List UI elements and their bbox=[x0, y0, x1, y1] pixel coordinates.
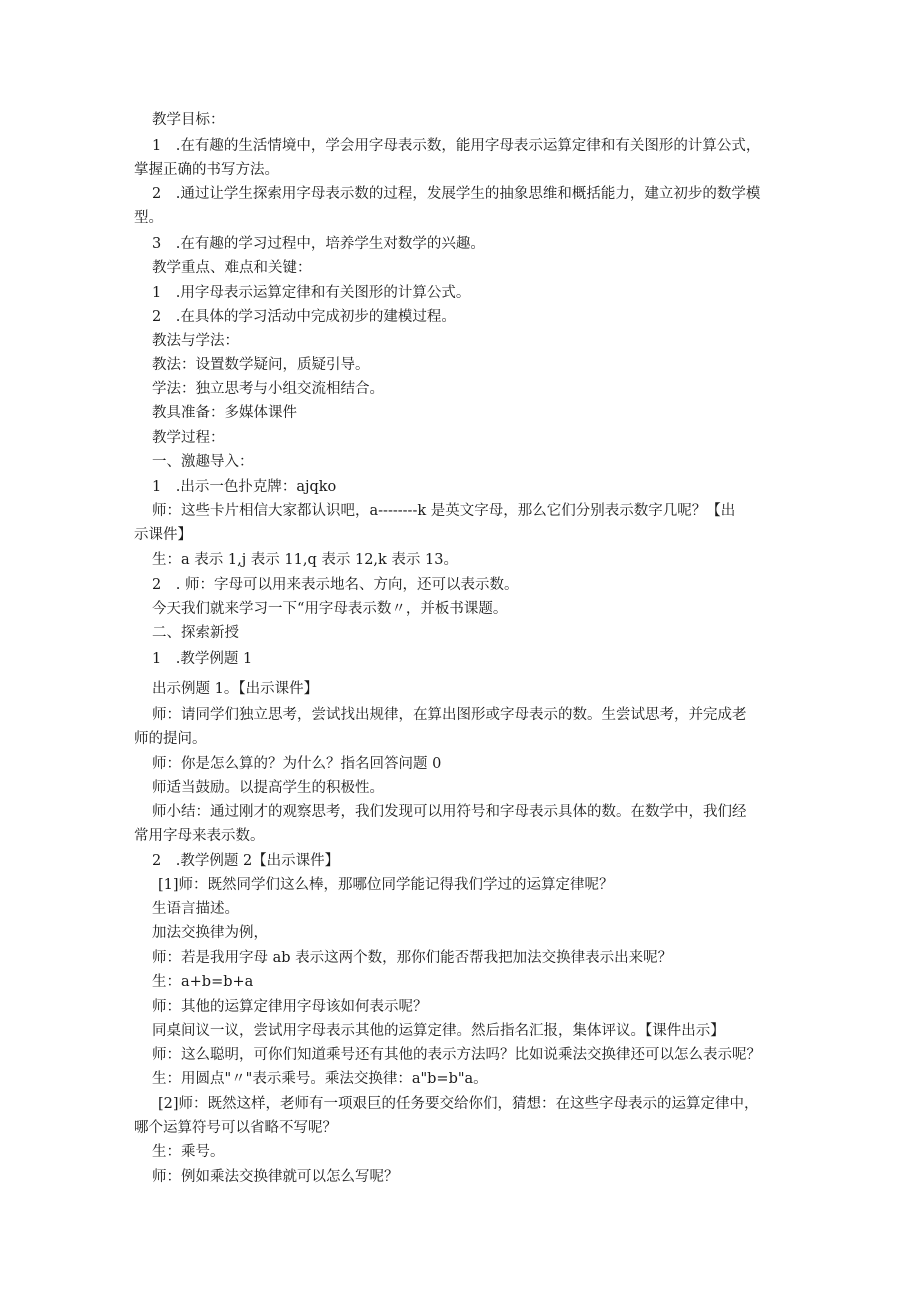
text-line: 生语言描述。 bbox=[152, 901, 239, 917]
text-line: 掌握正确的书写方法。 bbox=[134, 162, 279, 178]
text-line: 1 .在有趣的生活情境中，学会用字母表示数，能用字母表示运算定律和有关图形的计算公式， bbox=[152, 138, 761, 154]
text-line: 1 .用字母表示运算定律和有关图形的计算公式。 bbox=[152, 285, 471, 301]
text-line: 一、激趣导入： bbox=[152, 454, 254, 470]
text-line: 师：你是怎么算的？为什么？指名回答问题 0 bbox=[152, 756, 442, 772]
text-line: 师：这些卡片相信大家都认识吧，a--------k 是英文字母，那么它们分别表示数字几呢？【出 bbox=[152, 503, 736, 519]
text-line: 教学重点、难点和关键： bbox=[152, 260, 312, 276]
text-line: 师的提问。 bbox=[134, 731, 207, 747]
text-line: 师：其他的运算定律用字母该如何表示呢？ bbox=[152, 999, 428, 1015]
text-line: 生：a 表示 1,j 表示 11,q 表示 12,k 表示 13。 bbox=[152, 552, 458, 568]
text-line: 师：这么聪明，可你们知道乘号还有其他的表示方法吗？比如说乘法交换律还可以怎么表示呢？ bbox=[152, 1047, 761, 1063]
text-line: 加法交换律为例， bbox=[152, 925, 268, 941]
text-line: 1 .教学例题 1 bbox=[152, 651, 253, 667]
text-line: 2 .通过让学生探索用字母表示数的过程，发展学生的抽象思维和概括能力，建立初步的数学模 bbox=[152, 186, 761, 202]
text-line: [2]师：既然这样，老师有一项艰巨的任务要交给你们，猜想：在这些字母表示的运算定律中， bbox=[158, 1096, 759, 1112]
text-line: 2 .教学例题 2【出示课件】 bbox=[152, 853, 340, 869]
text-line: 1 .出示一色扑克牌：ajqko bbox=[152, 479, 337, 495]
text-line: 型。 bbox=[134, 210, 163, 226]
text-line: 生：a+b=b+a bbox=[152, 974, 254, 990]
text-line: 常用字母来表示数。 bbox=[134, 828, 265, 844]
text-line: 2 . 师：字母可以用来表示地名、方向，还可以表示数。 bbox=[152, 577, 519, 593]
text-line: 今天我们就来学习一下“用字母表示数〃，并板书课题。 bbox=[152, 601, 508, 617]
text-line: 生：用圆点"〃"表示乘号。乘法交换律：a"b=b"a。 bbox=[152, 1071, 488, 1087]
text-line: 2 .在具体的学习活动中完成初步的建模过程。 bbox=[152, 309, 456, 325]
text-line: 生：乘号。 bbox=[152, 1144, 225, 1160]
text-line: 出示例题 1。【出示课件】 bbox=[152, 681, 319, 697]
text-line: 教学目标： bbox=[152, 112, 225, 128]
text-line: 师适当鼓励。以提高学生的积极性。 bbox=[152, 780, 384, 796]
text-line: 示课件】 bbox=[134, 527, 192, 543]
text-line: 师：例如乘法交换律就可以怎么写呢？ bbox=[152, 1169, 399, 1185]
text-line: 哪个运算符号可以省略不写呢？ bbox=[134, 1120, 337, 1136]
text-line: 教学过程： bbox=[152, 430, 225, 446]
text-line: 师：请同学们独立思考，尝试找出规律，在算出图形或字母表示的数。生尝试思考，并完成老 bbox=[152, 707, 747, 723]
text-line: 教具准备：多媒体课件 bbox=[152, 405, 297, 421]
text-line: 同桌间议一议，尝试用字母表示其他的运算定律。然后指名汇报，集体评议。【课件出示】 bbox=[152, 1023, 725, 1039]
text-line: 师小结：通过刚才的观察思考，我们发现可以用符号和字母表示具体的数。在数学中，我们经 bbox=[152, 804, 747, 820]
text-line: 教法：设置数学疑问，质疑引导。 bbox=[152, 357, 370, 373]
text-line: 师：若是我用字母 ab 表示这两个数，那你们能否帮我把加法交换律表示出来呢？ bbox=[152, 950, 673, 966]
text-line: [1]师：既然同学们这么棒，那哪位同学能记得我们学过的运算定律呢？ bbox=[158, 877, 614, 893]
text-line: 学法：独立思考与小组交流相结合。 bbox=[152, 381, 384, 397]
text-line: 3 .在有趣的学习过程中，培养学生对数学的兴趣。 bbox=[152, 236, 485, 252]
text-line: 教法与学法： bbox=[152, 333, 239, 349]
text-line: 二、探索新授 bbox=[152, 625, 239, 641]
